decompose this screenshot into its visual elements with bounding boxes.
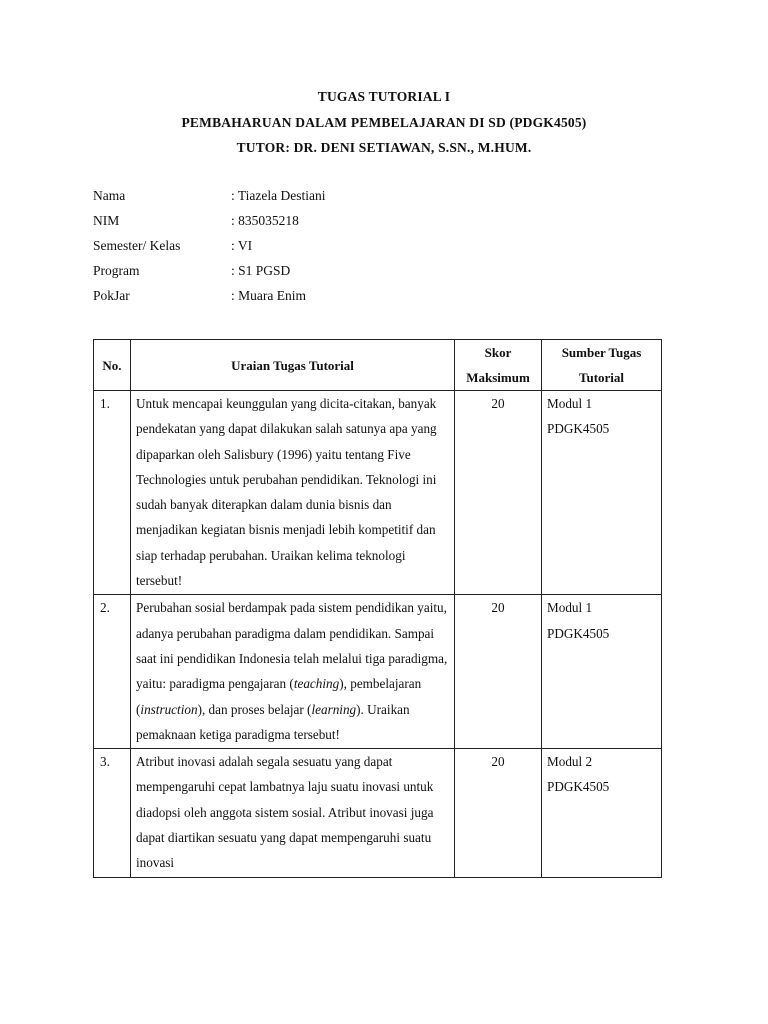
- desc-text: ), dan proses belajar (: [197, 701, 312, 717]
- task-description: [131, 595, 455, 749]
- source-code: PDGK4505: [547, 625, 610, 641]
- info-row-nim: [93, 208, 653, 233]
- assignment-title: TUGAS TUTORIAL I: [317, 89, 451, 104]
- info-value: : Muara Enim: [231, 288, 306, 304]
- info-row-program: [93, 259, 653, 284]
- header-score-line1: Skor: [484, 345, 512, 360]
- task-source: [542, 749, 662, 877]
- row-number: 1.: [94, 391, 131, 595]
- table-header-row: [94, 340, 662, 391]
- student-info: [93, 183, 653, 309]
- source-code: PDGK4505: [547, 779, 610, 795]
- info-row-semester: [93, 233, 653, 258]
- desc-term: instruction: [140, 701, 198, 717]
- max-score: 20: [455, 749, 542, 877]
- info-label: NIM: [93, 212, 120, 228]
- info-label: Program: [93, 263, 140, 279]
- task-source: [542, 391, 662, 595]
- document-header: [0, 84, 768, 161]
- course-title: PEMBAHARUAN DALAM PEMBELAJARAN DI SD (PDGK4505): [181, 114, 587, 130]
- tutor-name: TUTOR: DR. DENI SETIAWAN, S.SN., M.HUM.: [236, 140, 532, 155]
- desc-text: ). Uraikan pemaknaan ketiga paradigma tersebut!: [136, 701, 410, 742]
- desc-term: teaching: [293, 676, 340, 692]
- row-number: 2.: [94, 595, 131, 749]
- info-value: : VI: [231, 237, 253, 253]
- desc-text: ), pembelajaran (: [136, 676, 422, 717]
- table-row: [94, 595, 662, 749]
- info-label: Semester/ Kelas: [93, 237, 181, 253]
- table-row: [94, 391, 662, 595]
- header-score-line2: Maksimum: [466, 370, 530, 385]
- info-row-pokjar: [93, 284, 653, 309]
- info-label: PokJar: [93, 288, 130, 304]
- info-value: : S1 PGSD: [231, 263, 291, 279]
- desc-text: Perubahan sosial berdampak pada sistem pendidikan yaitu, adanya perubahan paradigma dalam pendidikan. Sampai saat ini pendidikan Indonesia telah melalui tiga paradigma, yaitu: paradigma pengajaran (: [136, 600, 448, 692]
- desc-term: learning: [311, 701, 357, 717]
- source-module: Modul 1: [547, 600, 593, 616]
- info-value: : Tiazela Destiani: [231, 187, 326, 203]
- info-value: : 835035218: [231, 212, 299, 228]
- info-row-name: [93, 183, 653, 208]
- source-module: Modul 1: [547, 396, 593, 411]
- max-score: 20: [455, 391, 542, 595]
- source-module: Modul 2: [547, 754, 593, 770]
- task-description: Untuk mencapai keunggulan yang dicita-citakan, banyak pendekatan yang dapat dilakukan salah satunya apa yang dipaparkan oleh Salisbury (1996) yaitu tentang Five Technologies untuk perubahan pendidikan. Teknologi ini sudah banyak diterapkan dalam dunia bisnis dan menjadikan kegiatan bisnis menjadi lebih kompetitif dan siap terhadap perubahan. Uraikan kelima teknologi tersebut!: [131, 391, 455, 595]
- header-no: No.: [94, 340, 131, 391]
- header-source-line1: Sumber Tugas: [561, 345, 642, 360]
- header-score: [455, 340, 542, 391]
- table-row: [94, 749, 662, 877]
- header-description: Uraian Tugas Tutorial: [131, 340, 455, 391]
- info-label: Nama: [93, 187, 126, 203]
- row-number: 3.: [94, 749, 131, 877]
- header-source: [542, 340, 662, 391]
- task-description: Atribut inovasi adalah segala sesuatu yang dapat mempengaruhi cepat lambatnya laju suatu inovasi untuk diadopsi oleh anggota sistem sosial. Atribut inovasi juga dapat diartikan sesuatu yang dapat mempengaruhi suatu inovasi: [131, 749, 455, 877]
- max-score: 20: [455, 595, 542, 749]
- tasks-table: [93, 339, 662, 878]
- header-source-line2: Tutorial: [578, 370, 625, 385]
- task-source: [542, 595, 662, 749]
- source-code: PDGK4505: [547, 421, 610, 437]
